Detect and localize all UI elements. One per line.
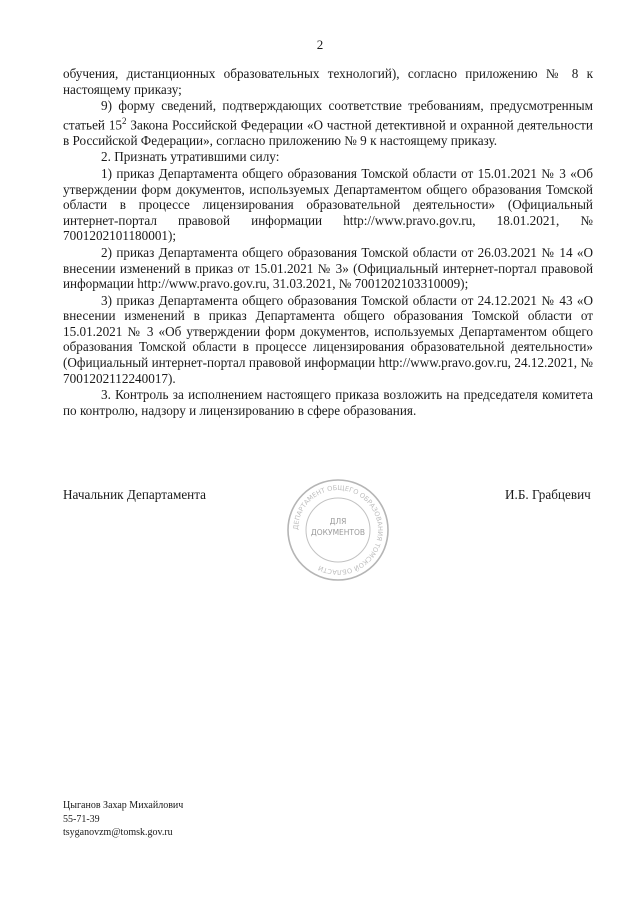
paragraph-control: 3. Контроль за исполнением настоящего приказа возложить на председателя комитета по контролю, надзору и лицензированию в сфере образования. (63, 387, 593, 418)
contact-phone: 55-71-39 (63, 813, 100, 825)
item-9-superscript: 2 (122, 115, 127, 126)
contact-email: tsyganovzm@tomsk.gov.ru (63, 827, 173, 838)
page-number: 2 (316, 37, 324, 52)
paragraph-item-8-tail: обучения, дистанционных образовательных технологий), согласно приложению № 8 к настоящему приказу; (63, 66, 593, 97)
contact-block (63, 799, 183, 840)
paragraph-revoke-heading: 2. Признать утратившими силу: (101, 149, 280, 165)
stamp-ring-text: ДЕПАРТАМЕНТ ОБЩЕГО ОБРАЗОВАНИЯ ТОМСКОЙ ОБЛАСТИ (291, 483, 385, 577)
stamp-center-line1: ДЛЯ (329, 517, 347, 526)
stamp-center-line2: ДОКУМЕНТОВ (310, 528, 366, 537)
signer-position: Начальник Департамента (63, 487, 207, 502)
item-9-tail: Закона Российской Федерации «О частной детективной и охранной деятельности в Российской Федерации», согласно приложению № 9 к настоящему приказу. (63, 117, 593, 148)
item-9-text: 9) форму сведений, подтверждающих соответствие требованиям, предусмотренным статьей 15 (63, 98, 593, 133)
contact-name: Цыганов Захар Михайлович (63, 800, 184, 811)
paragraph-revoke-2: 2) приказ Департамента общего образования Томской области от 26.03.2021 № 14 «О внесении изменений в приказ от 15.01.2021 № 3» (Официальный интернет-портал правовой информации http://www.pravo.gov.ru, 31.03.2021, № 7001202103310009); (63, 244, 593, 292)
signer-name: И.Б. Грабцевич (505, 487, 591, 502)
paragraph-revoke-1: 1) приказ Департамента общего образования Томской области от 15.01.2021 № 3 «Об утверждении форм документов, используемых Департаментом общего образования Томской области в процессе лицензирования образовательной деятельности» (Официальный интернет-портал правовой информации http://www.pravo.gov.ru, 18.01.2021, № 7001202101180001); (63, 165, 593, 244)
stamp-seal (286, 478, 390, 582)
paragraph-revoke-3: 3) приказ Департамента общего образования Томской области от 24.12.2021 № 43 «О внесении изменений в приказ Департамента общего образования Томской области от 15.01.2021 № 3 «Об утверждении форм документов, используемых Департаментом общего образования Томской области в процессе лицензирования образовательной деятельности» (Официальный интернет-портал правовой информации http://www.pravo.gov.ru, 24.12.2021, № 7001202112240017). (63, 292, 593, 386)
paragraph-item-9 (63, 98, 593, 148)
document-body (63, 66, 593, 418)
